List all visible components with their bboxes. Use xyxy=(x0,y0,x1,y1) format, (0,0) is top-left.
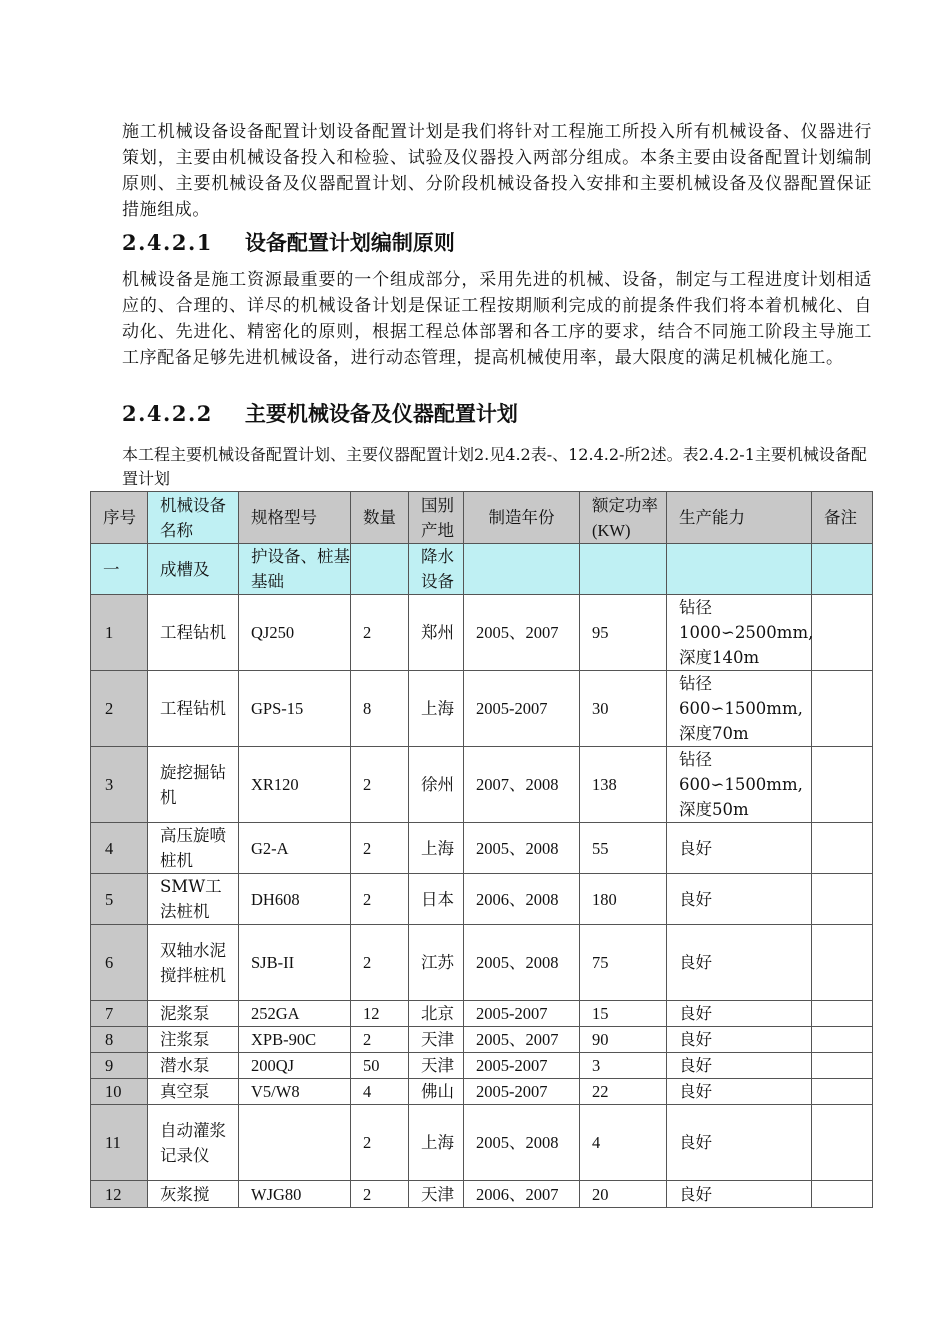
table-cell: 2005、2007 xyxy=(464,595,580,671)
table-cell: 2005、2007 xyxy=(464,1027,580,1053)
table-cell xyxy=(812,874,873,925)
table-cell: 泥浆泵 xyxy=(148,1001,239,1027)
section-number: 2.4.2.1 xyxy=(122,230,213,255)
table-cell xyxy=(812,1001,873,1027)
table-cell: XPB-90C xyxy=(239,1027,351,1053)
table-row xyxy=(91,747,873,823)
table-cell: 3 xyxy=(91,747,148,823)
table-cell xyxy=(812,823,873,874)
table-cell: 一 xyxy=(91,544,148,595)
table-cell: V5/W8 xyxy=(239,1079,351,1105)
table-cell: 2 xyxy=(351,595,409,671)
table-cell: 180 xyxy=(580,874,667,925)
section-number: 2.4.2.2 xyxy=(122,401,213,426)
header-cell: 备注 xyxy=(812,492,873,544)
table-cell: 7 xyxy=(91,1001,148,1027)
table-cell: 55 xyxy=(580,823,667,874)
table-cell: 工程钻机 xyxy=(148,671,239,747)
table-row xyxy=(91,823,873,874)
table-cell: 上海 xyxy=(409,823,464,874)
table-cell xyxy=(812,1079,873,1105)
table-cell: 12 xyxy=(351,1001,409,1027)
table-row xyxy=(91,1181,873,1208)
table-cell: 200QJ xyxy=(239,1053,351,1079)
table-row xyxy=(91,1001,873,1027)
table-row xyxy=(91,1053,873,1079)
table-cell: QJ250 xyxy=(239,595,351,671)
table-cell: 佛山 xyxy=(409,1079,464,1105)
table-cell xyxy=(812,1053,873,1079)
table-cell xyxy=(812,747,873,823)
table-cell: 252GA xyxy=(239,1001,351,1027)
table-cell: 2 xyxy=(351,823,409,874)
table-cell: 成槽及 xyxy=(148,544,239,595)
table-cell: 双轴水泥搅拌桩机 xyxy=(148,925,239,1001)
table-cell: 自动灌浆记录仪 xyxy=(148,1105,239,1181)
table-cell: 75 xyxy=(580,925,667,1001)
table-cell: 良好 xyxy=(667,1027,812,1053)
table-cell xyxy=(239,1105,351,1181)
table-cell: 良好 xyxy=(667,823,812,874)
header-cell: 国别产地 xyxy=(409,492,464,544)
table-cell: 4 xyxy=(580,1105,667,1181)
table-cell: XR120 xyxy=(239,747,351,823)
table-cell: 15 xyxy=(580,1001,667,1027)
table-row xyxy=(91,874,873,925)
table-cell: 良好 xyxy=(667,1053,812,1079)
table-row xyxy=(91,1105,873,1181)
table-cell: 2005-2007 xyxy=(464,1079,580,1105)
table-cell: 90 xyxy=(580,1027,667,1053)
table-cell: 真空泵 xyxy=(148,1079,239,1105)
table-cell: 钻径1000∽2500mm, 深度140m xyxy=(667,595,812,671)
table-cell: 138 xyxy=(580,747,667,823)
table-cell: 2 xyxy=(91,671,148,747)
table-cell: 2005-2007 xyxy=(464,1001,580,1027)
table-cell: 2 xyxy=(351,1181,409,1208)
header-cell: 额定功率(KW) xyxy=(580,492,667,544)
table-cell xyxy=(812,1105,873,1181)
table-cell xyxy=(667,544,812,595)
table-cell: 良好 xyxy=(667,1105,812,1181)
section-title: 设备配置计划编制原则 xyxy=(244,230,455,255)
table-cell: 灰浆搅 xyxy=(148,1181,239,1208)
table-cell: 2005-2007 xyxy=(464,1053,580,1079)
header-cell: 机械设备名称 xyxy=(148,492,239,544)
header-cell: 生产能力 xyxy=(667,492,812,544)
table-cell xyxy=(812,1027,873,1053)
table-cell: 10 xyxy=(91,1079,148,1105)
table-cell: 日本 xyxy=(409,874,464,925)
table-cell: 2007、2008 xyxy=(464,747,580,823)
section-heading-1 xyxy=(122,228,455,258)
table-cell: 高压旋喷桩机 xyxy=(148,823,239,874)
table-cell: 50 xyxy=(351,1053,409,1079)
table-cell: 郑州 xyxy=(409,595,464,671)
table-row xyxy=(91,595,873,671)
table-cell: 5 xyxy=(91,874,148,925)
table-cell: 2005、2008 xyxy=(464,925,580,1001)
table-cell: 潜水泵 xyxy=(148,1053,239,1079)
table-cell: 2 xyxy=(351,1105,409,1181)
table-cell: 3 xyxy=(580,1053,667,1079)
table-cell: DH608 xyxy=(239,874,351,925)
table-cell: 22 xyxy=(580,1079,667,1105)
table-cell: 上海 xyxy=(409,1105,464,1181)
table-cell: G2-A xyxy=(239,823,351,874)
table-cell: 30 xyxy=(580,671,667,747)
table-cell: GPS-15 xyxy=(239,671,351,747)
table-row xyxy=(91,1027,873,1053)
header-cell: 序号 xyxy=(91,492,148,544)
table-cell: 8 xyxy=(351,671,409,747)
table-cell: 良好 xyxy=(667,874,812,925)
table-cell xyxy=(812,595,873,671)
section-heading-2 xyxy=(122,399,518,429)
table-cell xyxy=(351,544,409,595)
table-cell: 护设备、桩基基础 xyxy=(239,544,351,595)
table-cell: 2005、2008 xyxy=(464,1105,580,1181)
table-cell: 降水设备 xyxy=(409,544,464,595)
table-cell: 8 xyxy=(91,1027,148,1053)
table-cell: 2006、2007 xyxy=(464,1181,580,1208)
table-cell: 上海 xyxy=(409,671,464,747)
table-cell: SJB-II xyxy=(239,925,351,1001)
table-cell xyxy=(812,925,873,1001)
table-cell: 良好 xyxy=(667,1079,812,1105)
table-cell: SMW工法桩机 xyxy=(148,874,239,925)
header-cell: 制造年份 xyxy=(464,492,580,544)
table-cell: 天津 xyxy=(409,1181,464,1208)
header-cell: 规格型号 xyxy=(239,492,351,544)
table-cell: 4 xyxy=(351,1079,409,1105)
table-caption: 本工程主要机械设备配置计划、主要仪器配置计划2.见4.2表-、12.4.2-所2述。表2.4.2-1主要机械设备配置计划 xyxy=(122,445,867,488)
table-cell: 2006、2008 xyxy=(464,874,580,925)
table-cell: 4 xyxy=(91,823,148,874)
table-cell: 2 xyxy=(351,1027,409,1053)
table-cell: 95 xyxy=(580,595,667,671)
table-section-row xyxy=(91,544,873,595)
table-cell: 江苏 xyxy=(409,925,464,1001)
table-cell: 6 xyxy=(91,925,148,1001)
table-cell: 9 xyxy=(91,1053,148,1079)
table-cell: 钻径600∽1500mm, 深度50m xyxy=(667,747,812,823)
table-cell: 天津 xyxy=(409,1053,464,1079)
table-cell xyxy=(812,671,873,747)
table-row xyxy=(91,925,873,1001)
table-cell: 良好 xyxy=(667,1181,812,1208)
header-cell: 数量 xyxy=(351,492,409,544)
table-header-row xyxy=(91,492,873,544)
table-cell: 12 xyxy=(91,1181,148,1208)
section-title: 主要机械设备及仪器配置计划 xyxy=(244,401,518,426)
table-cell: 工程钻机 xyxy=(148,595,239,671)
table-cell: 北京 xyxy=(409,1001,464,1027)
table-cell: 徐州 xyxy=(409,747,464,823)
table-cell xyxy=(580,544,667,595)
table-cell: 20 xyxy=(580,1181,667,1208)
table-cell: WJG80 xyxy=(239,1181,351,1208)
table-cell xyxy=(464,544,580,595)
table-cell: 注浆泵 xyxy=(148,1027,239,1053)
section1-paragraph: 机械设备是施工资源最重要的一个组成部分，采用先进的机械、设备，制定与工程进度计划相适应的、合理的、详尽的机械设备计划是保证工程按期顺利完成的前提条件我们将本着机械化、自动化、先进化、精密化的原则，根据工程总体部署和各工序的要求，结合不同施工阶段主导施工工序配备足够先进机械设备，进行动态管理，提高机械使用率，最大限度的满足机械化施工。 xyxy=(122,270,872,368)
table-cell: 良好 xyxy=(667,1001,812,1027)
equipment-table xyxy=(90,491,873,1208)
table-cell: 钻径600∽1500mm, 深度70m xyxy=(667,671,812,747)
table-cell: 2005、2008 xyxy=(464,823,580,874)
table-cell xyxy=(812,544,873,595)
table-cell: 2 xyxy=(351,874,409,925)
table-cell: 天津 xyxy=(409,1027,464,1053)
table-cell: 2 xyxy=(351,747,409,823)
table-cell: 2 xyxy=(351,925,409,1001)
table-row xyxy=(91,671,873,747)
table-cell: 良好 xyxy=(667,925,812,1001)
table-row xyxy=(91,1079,873,1105)
table-cell: 旋挖掘钻机 xyxy=(148,747,239,823)
table-cell xyxy=(812,1181,873,1208)
table-cell: 2005-2007 xyxy=(464,671,580,747)
table-cell: 1 xyxy=(91,595,148,671)
intro-paragraph: 施工机械设备设备配置计划设备配置计划是我们将针对工程施工所投入所有机械设备、仪器进行策划，主要由机械设备投入和检验、试验及仪器投入两部分组成。本条主要由设备配置计划编制原则、主要机械设备及仪器配置计划、分阶段机械设备投入安排和主要机械设备及仪器配置保证措施组成。 xyxy=(122,122,872,220)
table-cell: 11 xyxy=(91,1105,148,1181)
